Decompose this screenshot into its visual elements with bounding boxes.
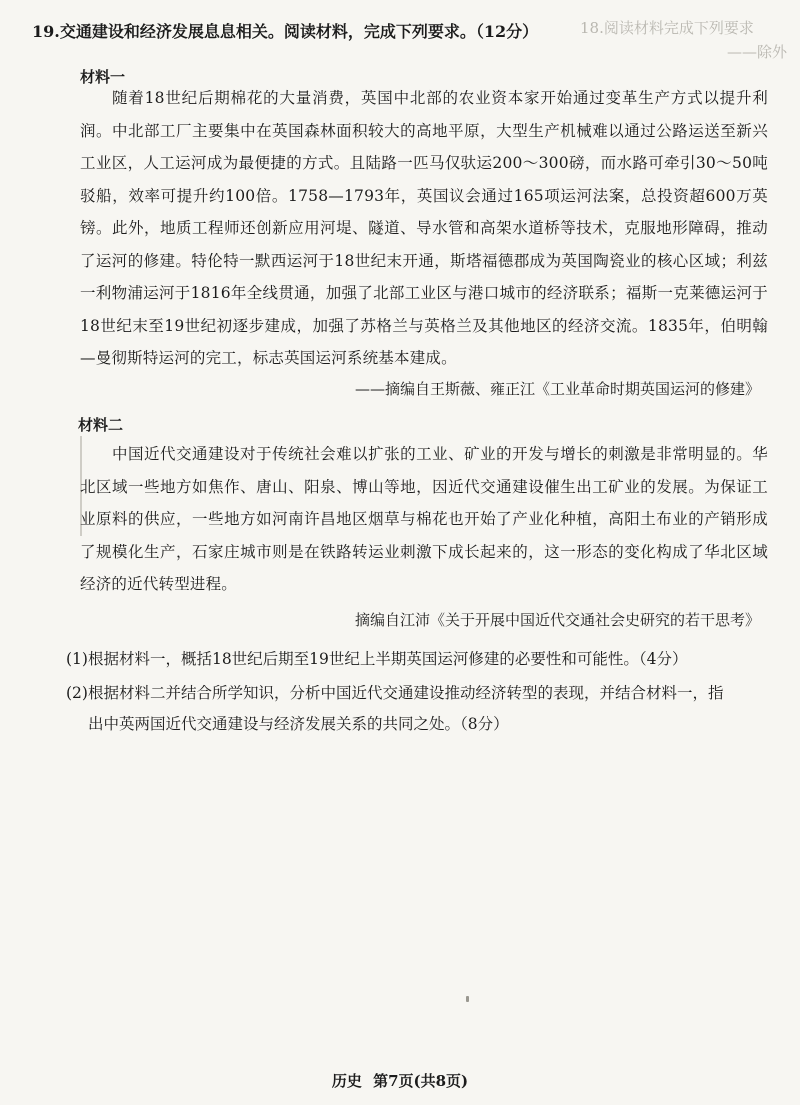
sub-question-2-line-2: 出中英两国近代交通建设与经济发展关系的共同之处。（8分）	[88, 715, 509, 733]
footer-subject: 历史	[331, 1072, 362, 1090]
sub-question-2	[66, 678, 786, 740]
bleed-line-2: ——除外	[726, 43, 787, 61]
material-2-text: 中国近代交通建设对于传统社会难以扩张的工业、矿业的开发与增长的刺激是非常明显的。华北区域一些地方如焦作、唐山、阳泉、博山等地，因近代交通建设催生出工矿业的发展。为保证工业原料的供应，一些地方如河南许昌地区烟草与棉花也开始了产业化种植，高阳土布业的产销形成了规模化生产，石家庄城市则是在铁路转运业刺激下成长起来的，这一形态的变化构成了华北区域经济的近代转型进程。	[80, 445, 768, 593]
material-2-label: 材料二	[78, 416, 124, 434]
scan-speck	[466, 996, 469, 1002]
material-2-source: 摘编自江沛《关于开展中国近代交通社会史研究的若干思考》	[354, 611, 760, 629]
sub-question-1: (1)根据材料一，概括18世纪后期至19世纪上半期英国运河修建的必要性和可能性。（4分）	[66, 650, 688, 668]
bleed-through-text	[580, 16, 795, 76]
material-1-source: ——摘编自王斯薇、雍正江《工业革命时期英国运河的修建》	[354, 380, 760, 398]
footer-page-number: 第7页(共8页)	[373, 1072, 469, 1090]
question-title: 19.交通建设和经济发展息息相关。阅读材料，完成下列要求。（12分）	[32, 22, 539, 41]
sub-question-2-line-1: (2)根据材料二并结合所学知识，分析中国近代交通建设推动经济转型的表现，并结合材料一，指	[66, 684, 724, 702]
material-1-label: 材料一	[80, 68, 126, 86]
material-1-text: 随着18世纪后期棉花的大量消费，英国中北部的农业资本家开始通过变革生产方式以提升利润。中北部工厂主要集中在英国森林面积较大的高地平原，大型生产机械难以通过公路运送至新兴工业区，人工运河成为最便捷的方式。且陆路一匹马仅驮运200～300磅，而水路可牵引30～50吨驳船，效率可提升约100倍。1758—1793年，英国议会通过165项运河法案，总投资超600万英镑。此外，地质工程师还创新应用河堤、隧道、导水管和高架水道桥等技术，克服地形障碍，推动了运河的修建。特伦特一默西运河于18世纪末开通，斯塔福德郡成为英国陶瓷业的核心区域；利兹一利物浦运河于1816年全线贯通，加强了北部工业区与港口城市的经济联系；福斯一克莱德运河于18世纪末至19世纪初逐步建成，加强了苏格兰与英格兰及其他地区的经济交流。1835年，伯明翰—曼彻斯特运河的完工，标志英国运河系统基本建成。	[80, 89, 768, 367]
bleed-line-1: 18.阅读材料完成下列要求	[580, 19, 754, 37]
page-footer	[0, 1070, 800, 1092]
